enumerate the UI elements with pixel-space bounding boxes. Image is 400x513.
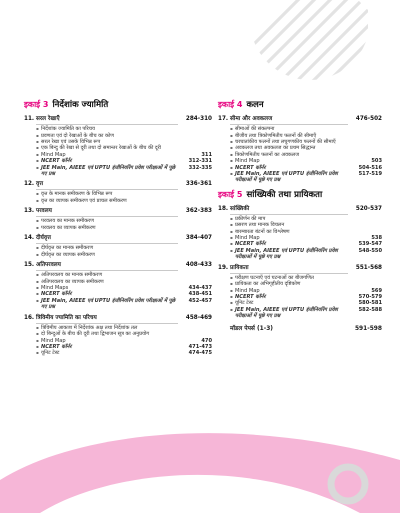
chapter-pages: 362-383 xyxy=(185,208,212,215)
unit-heading xyxy=(218,98,382,110)
chapter-row[interactable] xyxy=(24,315,212,324)
model-papers-title: मॉडल पेपर्स (1-3) xyxy=(230,325,273,332)
chapter-title: त्रिविमीय ज्यामिति का परिचय xyxy=(36,315,178,324)
topic-text: ▪ NCERT कॉर्नर xyxy=(41,291,72,298)
topic-pages: 580-581 xyxy=(358,300,382,307)
topic-text: ▪ बीजीय तथा त्रिकोणमितीय फलनों की सीमाएँ xyxy=(235,132,317,139)
chapter-number: 17. xyxy=(218,116,229,122)
chapter-row[interactable] xyxy=(24,116,212,125)
unit-title: निर्देशांक ज्यामिति xyxy=(52,100,109,110)
topic-list xyxy=(24,245,212,258)
topic-item xyxy=(230,248,382,261)
chapter-entry xyxy=(24,315,212,357)
topic-pages: 312-331 xyxy=(188,158,212,165)
topic-item xyxy=(36,252,212,258)
topic-text: ▪ परवलय का व्यापक समीकरण xyxy=(41,224,96,231)
chapter-entry xyxy=(24,262,212,311)
topic-pages: 548-550 xyxy=(358,247,382,254)
topic-pages: 538 xyxy=(371,235,382,242)
topic-item xyxy=(36,225,212,231)
chapter-pages: 476-502 xyxy=(355,116,382,122)
unit-label: इकाई 5 xyxy=(218,189,243,199)
topic-text: ▪ JEE Main, AIEEE एवं UPTU इंजीनियरिंग प्रवेश परीक्षाओं में पूछे गए प्रश्न xyxy=(41,297,176,311)
topic-text: ▪ यूनिट टेस्ट xyxy=(235,300,254,307)
topic-text: ▪ JEE Main, AIEEE एवं UPTU इंजीनियरिंग प्रवेश परीक्षाओं में पूछे गए प्रश्न xyxy=(235,306,338,320)
topic-text: ▪ बारम्बारता बंटनों का विश्लेषण xyxy=(235,228,290,235)
topic-text: ▪ JEE Main, AIEEE एवं UPTU इंजीनियरिंग प्रवेश परीक्षाओं में पूछे गए प्रश्न xyxy=(235,247,338,261)
unit-label: इकाई 3 xyxy=(24,100,49,109)
topic-pages: 452-457 xyxy=(188,297,212,304)
unit-heading xyxy=(24,98,212,110)
topic-text: ▪ चरघातांकीय फलनों तथा लघुगणकीय फलनों की सीमाएँ xyxy=(235,138,336,145)
topic-item xyxy=(230,171,382,184)
chapter-number: 11. xyxy=(24,116,35,122)
topic-pages: 471-473 xyxy=(188,343,212,350)
chapter-number: 19. xyxy=(218,264,229,271)
topic-text: ▪ NCERT कॉर्नर xyxy=(41,158,72,165)
chapter-title: सांख्यिकी xyxy=(230,206,348,215)
model-papers-row[interactable] xyxy=(218,324,382,332)
chapter-number: 16. xyxy=(24,314,35,321)
topic-list xyxy=(24,272,212,310)
chapter-entry xyxy=(24,208,212,231)
topic-pages: 438-451 xyxy=(188,291,212,298)
chapter-number: 14. xyxy=(24,235,35,242)
model-papers-pages: 591-598 xyxy=(354,325,382,332)
topic-item xyxy=(36,298,212,311)
topic-text: ▪ Mind Map xyxy=(235,287,260,294)
chapter-row[interactable] xyxy=(218,265,382,274)
topic-pages: 569 xyxy=(371,287,382,294)
chapter-row[interactable] xyxy=(24,235,212,244)
topic-text: ▪ Mind Map xyxy=(41,337,66,344)
decorative-stripe-circle xyxy=(248,0,368,82)
chapter-pages: 551-568 xyxy=(355,264,382,271)
topic-pages: 582-588 xyxy=(358,306,382,313)
topic-pages: 517-519 xyxy=(358,170,382,177)
chapter-pages: 384-407 xyxy=(185,235,212,242)
chapter-row[interactable] xyxy=(24,181,212,190)
chapter-row[interactable] xyxy=(218,206,382,215)
topic-text: ▪ दीर्घवृत्त का मानक समीकरण xyxy=(41,245,94,252)
chapter-title: प्रायिकता xyxy=(230,265,348,274)
chapter-number: 15. xyxy=(24,262,35,269)
topic-pages: 570-579 xyxy=(358,294,382,300)
chapter-number: 12. xyxy=(24,181,35,188)
topic-text: ▪ दीर्घवृत्त का व्यापक समीकरण xyxy=(41,251,95,258)
topic-text: ▪ प्रकीर्णन की माप xyxy=(235,215,266,222)
topic-text: ▪ यूनिट टेस्ट xyxy=(41,350,60,357)
topic-text: ▪ NCERT कॉर्नर xyxy=(41,343,72,350)
chapter-title: दीर्घवृत्त xyxy=(36,235,178,244)
chapter-number: 18. xyxy=(218,205,229,212)
topic-item xyxy=(36,165,212,178)
unit-heading xyxy=(218,188,382,200)
chapter-entry xyxy=(24,181,212,204)
unit-label: इकाई 4 xyxy=(218,100,243,109)
chapter-entry xyxy=(24,116,212,177)
topic-text: ▪ एक बिन्दु की रेखा से दूरी तथा दो समान्तर रेखाओं के बीच की दूरी xyxy=(41,145,161,152)
topic-text: ▪ परीक्षण घटनाएँ एवं घटनाओं का बीजगणित xyxy=(235,274,314,281)
topic-text: ▪ अतिपरवलय का मानक समीकरण xyxy=(41,272,103,279)
topic-pages: 539-547 xyxy=(358,241,382,248)
topic-pages: 434-437 xyxy=(188,284,212,291)
topic-text: ▪ Mind Map xyxy=(235,235,260,242)
unit-title: सांख्यिकी तथा प्रायिकता xyxy=(246,189,323,200)
topic-text: ▪ सीमाओं की संकल्पना xyxy=(235,126,275,133)
topic-item xyxy=(36,350,212,356)
chapter-row[interactable] xyxy=(24,208,212,217)
chapter-entry xyxy=(218,116,382,184)
topic-text: ▪ दो बिन्दुओं के बीच की दूरी तथा द्विभाजन सूत्र का अनुप्रयोग xyxy=(41,331,150,338)
chapter-entry xyxy=(218,265,382,320)
topic-text: ▪ प्रसरण तथा मानक विचलन xyxy=(235,222,285,229)
toc-left-column xyxy=(24,98,212,361)
topic-text: ▪ प्रायिकता का अभिगृहीतीय दृष्टिकोण xyxy=(235,281,301,288)
chapter-pages: 408-433 xyxy=(185,262,212,269)
topic-list xyxy=(218,275,382,320)
chapter-number: 13. xyxy=(24,208,35,215)
topic-pages: 504-516 xyxy=(358,164,382,171)
topic-text: ▪ वृत्त के मानक समीकरण के विभिन्न रूप xyxy=(41,191,113,198)
topic-list xyxy=(24,126,212,177)
unit-title: कलन xyxy=(246,100,264,110)
chapter-title: अतिपरवलय xyxy=(36,262,178,271)
topic-text: ▪ JEE Main, AIEEE एवं UPTU इंजीनियरिंग प्रवेश परीक्षाओं में पूछे गए प्रश्न xyxy=(41,164,176,177)
topic-text: ▪ प्रवणता एवं दो रेखाओं के बीच का कोण xyxy=(41,132,114,139)
topic-text: ▪ परवलय का मानक समीकरण xyxy=(41,218,94,225)
topic-list xyxy=(24,325,212,357)
chapter-pages: 458-469 xyxy=(185,314,212,321)
chapter-title: वृत्त xyxy=(36,181,178,190)
chapter-pages: 520-537 xyxy=(355,205,382,212)
chapter-title: परवलय xyxy=(36,208,178,217)
topic-list xyxy=(218,126,382,184)
topic-item xyxy=(230,307,382,320)
topic-list xyxy=(24,191,212,204)
topic-text: ▪ NCERT कॉर्नर xyxy=(235,294,266,300)
chapter-entry xyxy=(24,235,212,258)
topic-text: ▪ निर्देशांक ज्यामिति का परिचय xyxy=(41,126,95,133)
topic-list xyxy=(24,218,212,231)
topic-text: ▪ त्रिकोणमितीय फलनों का अवकलज xyxy=(235,151,300,158)
topic-item xyxy=(36,198,212,204)
topic-pages: 470 xyxy=(201,337,212,344)
topic-text: ▪ Mind Maps xyxy=(41,284,69,291)
chapter-title: सीमा और अवकलज xyxy=(230,116,348,125)
topic-pages: 332-335 xyxy=(188,164,212,171)
chapter-title: सरल रेखाएँ xyxy=(36,116,178,125)
topic-text: ▪ NCERT कॉर्नर xyxy=(235,241,266,248)
chapter-pages: 336-361 xyxy=(185,181,212,188)
topic-text: ▪ अतिपरवलय का व्यापक समीकरण xyxy=(41,278,104,285)
topic-pages: 311 xyxy=(201,151,212,158)
decorative-ring xyxy=(324,460,372,508)
topic-pages: 474-475 xyxy=(188,350,212,357)
topic-text: ▪ वृत्त का व्यापक समीकरण एवं प्राचल समीकरण xyxy=(41,197,127,204)
chapter-row[interactable] xyxy=(24,262,212,271)
toc-right-column xyxy=(218,98,382,332)
topic-text: ▪ त्रिविमीय आकाश में निर्देशांक अक्ष तथा निर्देशांक तल xyxy=(41,324,138,331)
chapter-pages: 284-310 xyxy=(185,116,212,122)
topic-list xyxy=(218,216,382,261)
topic-text: ▪ सरल रेखा एवं उसके विभिन्न रूप xyxy=(41,138,101,145)
chapter-row[interactable] xyxy=(218,116,382,125)
topic-text: ▪ JEE Main, AIEEE एवं UPTU इंजीनियरिंग प्रवेश परीक्षाओं में पूछे गए प्रश्न xyxy=(235,170,338,184)
topic-text: ▪ Mind Map xyxy=(235,158,260,165)
topic-text: ▪ NCERT कॉर्नर xyxy=(235,164,266,171)
chapter-entry xyxy=(218,206,382,261)
topic-text: ▪ अवकलज तथा अवकलज का प्रथम सिद्धान्त xyxy=(235,145,316,152)
topic-pages: 503 xyxy=(371,158,382,165)
topic-text: ▪ Mind Map xyxy=(41,151,66,158)
